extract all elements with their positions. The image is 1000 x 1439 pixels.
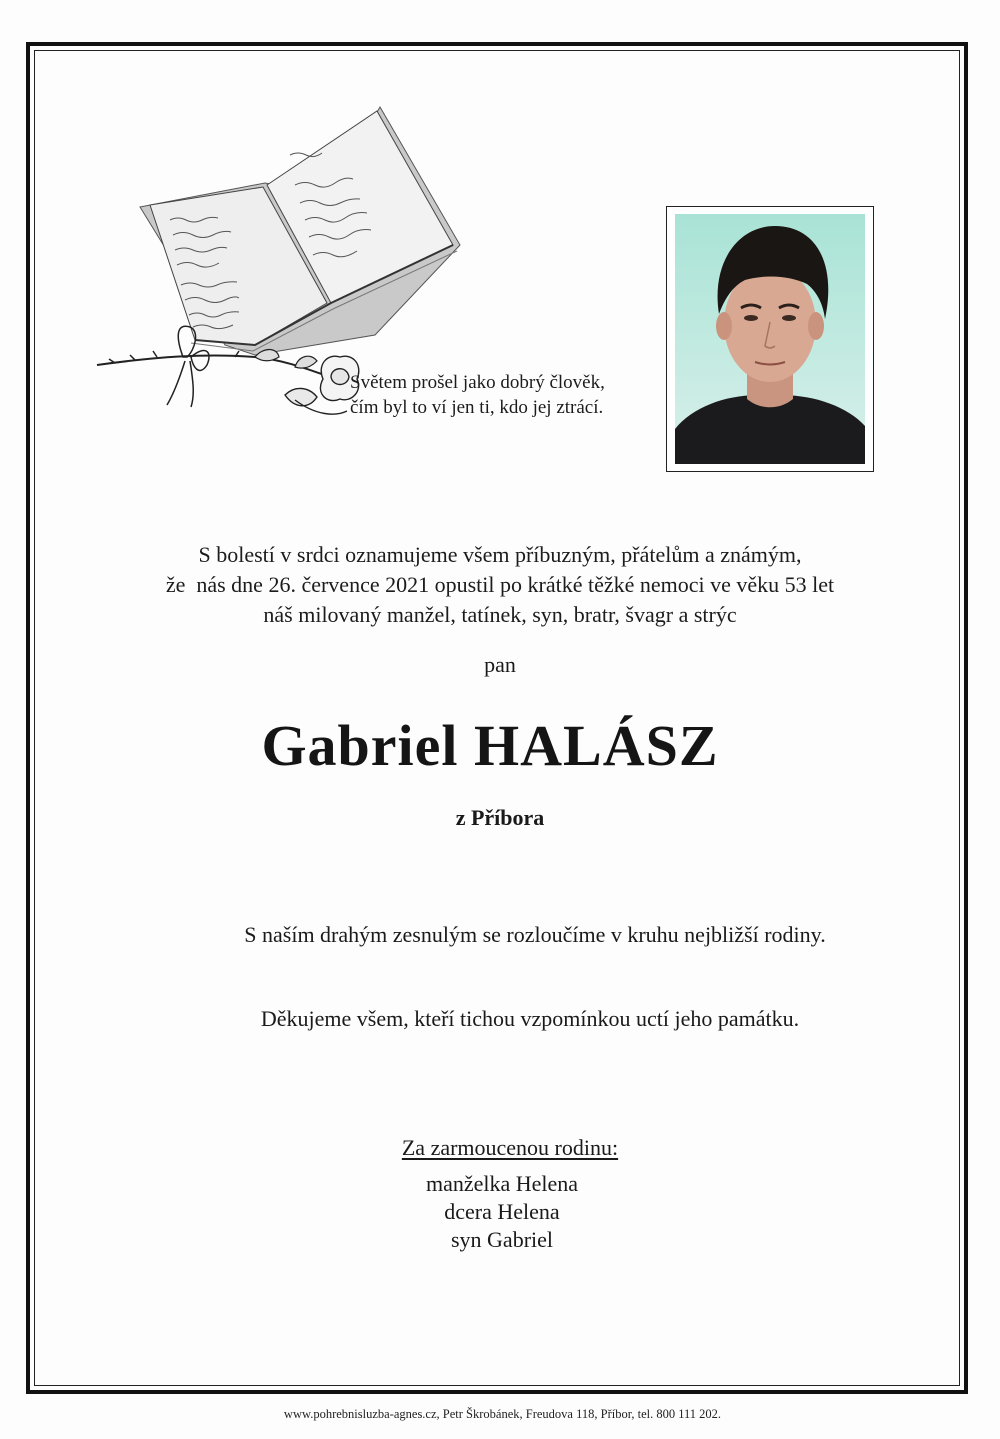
footer-contact: www.pohrebnisluzba-agnes.cz, Petr Škrobánek, Freudova 118, Příbor, tel. 800 111 202. bbox=[283, 1407, 722, 1421]
announcement-text bbox=[0, 540, 1000, 630]
quote-line-1: Světem prošel jako dobrý člověk, bbox=[350, 372, 605, 393]
family-heading: Za zarmoucenou rodinu: bbox=[401, 1135, 619, 1160]
family-member: manželka Helena bbox=[425, 1171, 579, 1196]
salutation: pan bbox=[484, 652, 516, 677]
announcement-line-1: S bolestí v srdci oznamujeme všem příbuzným, přátelům a známým, bbox=[198, 542, 802, 567]
announcement-line-2: že nás dne 26. července 2021 opustil po krátké těžké nemoci ve věku 53 let bbox=[165, 572, 835, 597]
farewell-text: S naším drahým zesnulým se rozloučíme v kruhu nejbližší rodiny. bbox=[244, 922, 826, 947]
announcement-line-3: náš milovaný manžel, tatínek, syn, bratr, švagr a strýc bbox=[263, 602, 737, 627]
quote-line-2: čím byl to ví jen ti, kdo jej ztrácí. bbox=[350, 397, 604, 418]
thanks-text: Děkujeme všem, kteří tichou vzpomínkou uctí jeho památku. bbox=[260, 1006, 800, 1031]
family-members bbox=[0, 1170, 1000, 1254]
portrait-photo bbox=[675, 214, 865, 464]
family-member: syn Gabriel bbox=[450, 1227, 554, 1252]
deceased-origin: z Příbora bbox=[455, 805, 545, 830]
memorial-quote bbox=[350, 370, 650, 420]
family-member: dcera Helena bbox=[444, 1199, 560, 1224]
deceased-name: Gabriel HALÁSZ bbox=[261, 713, 719, 778]
